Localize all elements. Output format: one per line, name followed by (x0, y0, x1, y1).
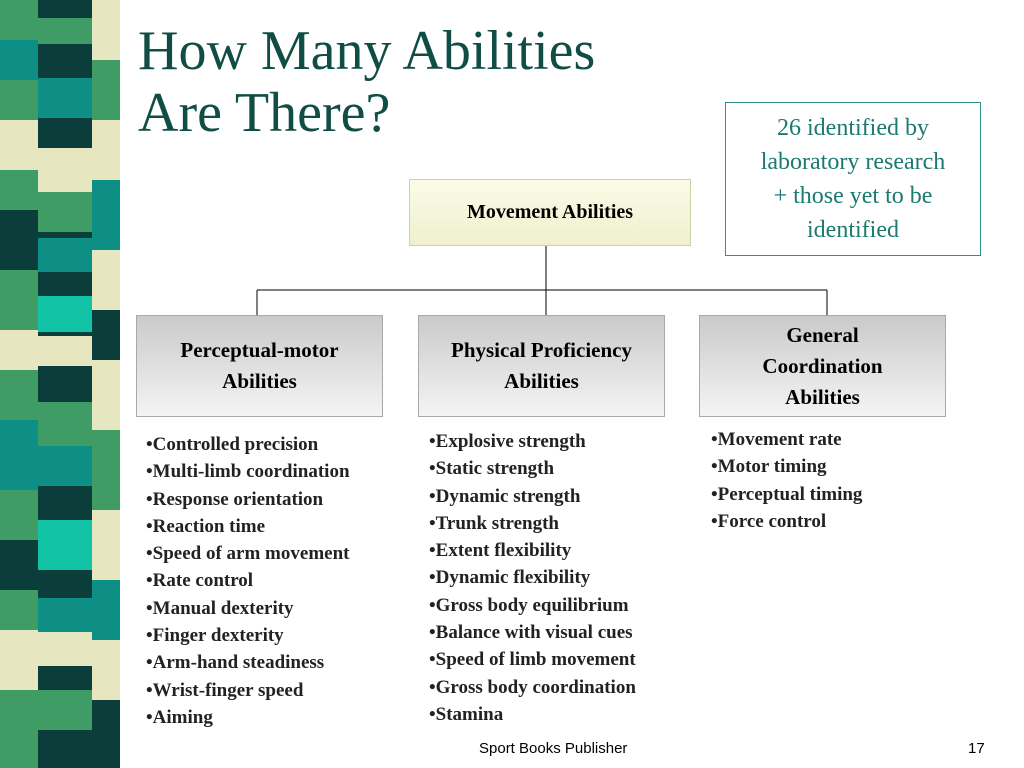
category-perceptual-motor (136, 315, 383, 417)
list-item: •Arm-hand steadiness (146, 652, 325, 674)
list-item: •Movement rate (711, 429, 842, 450)
list-item: •Static strength (429, 458, 555, 480)
list-item: •Gross body coordination (429, 676, 636, 698)
category-general-coordination-label: General Coordination Abilities (762, 322, 883, 409)
list-item: •Dynamic strength (429, 485, 581, 507)
list-item: •Perceptual timing (711, 483, 863, 505)
list-item: •Multi-limb coordination (146, 461, 350, 483)
list-item: •Aiming (146, 706, 213, 728)
note-line-1: 26 identified by (777, 115, 929, 141)
category-general-coordination (699, 315, 946, 417)
list-item: •Motor timing (711, 456, 827, 478)
physical-proficiency-list (429, 428, 636, 728)
list-item: •Controlled precision (146, 434, 319, 455)
note-line-2: laboratory research (760, 149, 946, 175)
list-item: •Force control (711, 510, 827, 532)
list-item: •Explosive strength (429, 431, 586, 452)
list-item: •Manual dexterity (146, 597, 294, 619)
slide-title-line-1: How Many Abilities (138, 20, 596, 82)
list-item: •Dynamic flexibility (429, 567, 591, 589)
list-item: •Trunk strength (429, 512, 560, 534)
footer-publisher: Sport Books Publisher (479, 740, 628, 757)
category-physical-proficiency (418, 315, 665, 417)
note-line-3: + those yet to be (773, 183, 933, 209)
list-item: •Rate control (146, 570, 254, 592)
list-item: •Balance with visual cues (429, 622, 633, 644)
root-node-movement-abilities: Movement Abilities (409, 179, 691, 246)
slide-title-line-2: Are There? (138, 82, 391, 144)
footer-page-number: 17 (968, 740, 985, 757)
list-item: •Extent flexibility (429, 540, 572, 562)
note-line-4: identified (807, 217, 899, 243)
category-physical-proficiency-label: Physical Proficiency Abilities (451, 338, 632, 393)
list-item: •Speed of limb movement (429, 649, 636, 671)
list-item: •Speed of arm movement (146, 543, 350, 565)
list-item: •Response orientation (146, 488, 324, 510)
general-coordination-list (711, 426, 862, 535)
category-perceptual-motor-label: Perceptual-motor Abilities (180, 338, 339, 393)
list-item: •Stamina (429, 703, 504, 725)
list-item: •Finger dexterity (146, 625, 284, 647)
perceptual-motor-list (146, 431, 350, 731)
list-item: •Gross body equilibrium (429, 594, 629, 616)
list-item: •Wrist-finger speed (146, 679, 304, 701)
list-item: •Reaction time (146, 515, 266, 537)
